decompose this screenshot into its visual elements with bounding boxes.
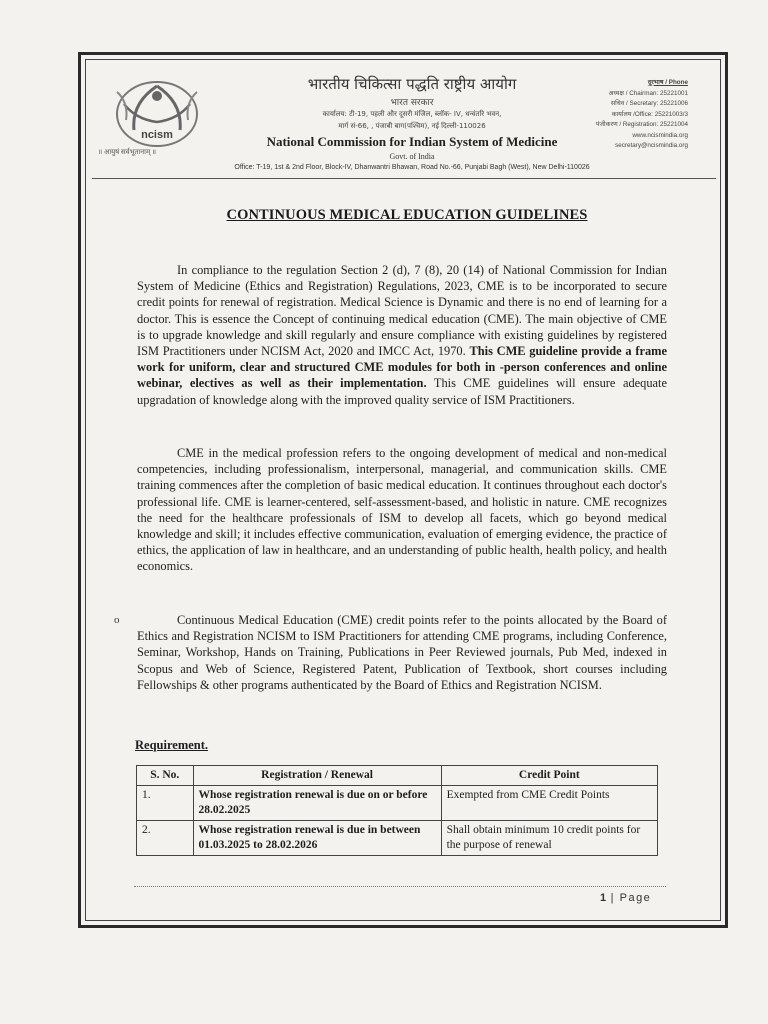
p1-text: In compliance to the regulation Section 2 (d), 7 (8), 20 (14) of National Commission for Indian System of Medicine (Ethics and Registration) Regulations, 2023, CME is to be incorporated to secure credit points for renewal of registration. Medical Science is Dynamic and there is no end of learning for a doctor. This is essence the Concept of continuing medical education (CME). The main objective of CME is to upgrade knowledge and skill regularly and ensure compliance with existing guidelines by registered ISM Practitioners under NCISM Act, 2020 and IMCC Act, 1970. [137, 263, 667, 359]
page-number-value: 1 [600, 892, 607, 904]
footer-divider [134, 886, 666, 887]
header-registration: Registration / Renewal [193, 766, 441, 786]
header-credit-point: Credit Point [441, 766, 657, 786]
cell-credit: Shall obtain minimum 10 credit points for the purpose of renewal [441, 821, 657, 856]
english-gov: Govt. of India [389, 152, 435, 161]
contact-website: www.ncismindia.org [632, 131, 688, 139]
p2-text: CME in the medical profession refers to the ongoing development of medical and non-medical competencies, including professionalism, interpersonal, managerial, and communication skills. CME training commences after the completion of basic medical education. It continues throughout each doctor's professional life. CME is learner-centered, self-assessment-based, and holistic in nature. CME recognizes the need for the healthcare professionals of ISM to develop all facets, which go beyond medical knowledge and skill; it includes effective communication, evaluation of emerging evidence, the practice of ethics, the application of law in healthcare, and an understanding of public health, health policy, and health economics. [137, 446, 667, 574]
english-title: National Commission for Indian System of Medicine [266, 134, 558, 149]
requirement-table [136, 765, 658, 856]
requirement-heading: Requirement. [135, 738, 209, 752]
cell-sno: 1. [137, 786, 194, 821]
document-title: CONTINUOUS MEDICAL EDUCATION GUIDELINES [226, 207, 588, 223]
bullet-icon: o [114, 614, 120, 626]
logo-motto: ॥ आयुषं सर्वभूतानाम् ॥ [98, 148, 157, 156]
contact-office: कार्यालय /Office: 25221003/3 [611, 110, 688, 118]
ncism-logo [102, 72, 212, 152]
phone-heading: दूरभाष / Phone [647, 79, 688, 86]
cell-sno: 2. [137, 821, 194, 856]
contact-secretary: सचिव / Secretary: 25221006 [610, 100, 688, 107]
p3-text: Continuous Medical Education (CME) credit points refer to the points allocated by the Board of Ethics and Registration NCISM to ISM Practitioners for attending CME programs, including Conference, Seminar, Workshop, Hands on Training, Publications in Peer Reviewed journals, Pub Med, indexed in Scopus and Web of Science, Registered Patent, Publication of Textbook, short courses including Fellowships & other programs authenticated by the Board of Ethics and Registration NCISM. [137, 613, 667, 692]
p1-tail-text: This CME guidelines will ensure adequate upgradation of knowledge along with the improved quality service of ISM Practitioners. [137, 376, 667, 407]
logo-text: ncism [141, 129, 173, 141]
hindi-title: भारतीय चिकित्सा पद्धति राष्ट्रीय आयोग [307, 75, 517, 93]
table-row [137, 786, 658, 821]
contact-registration: पंजीकरण / Registration: 25221004 [595, 121, 688, 128]
hindi-gov: भारत सरकार [390, 98, 434, 108]
cell-credit: Exempted from CME Credit Points [441, 786, 657, 821]
page-number: 1 | Page [600, 892, 652, 904]
cell-registration: Whose registration renewal is due in between 01.03.2025 to 28.02.2026 [193, 821, 441, 856]
hindi-address-1: कार्यालय: टी-19, पहली और दूसरी मंजिल, ब्लॉक- IV, धन्वंतरि भवन, [322, 110, 502, 118]
contact-chairman: अध्यक्ष / Chairman: 25221001 [608, 89, 688, 97]
header-sno: S. No. [137, 766, 194, 786]
paragraph-compliance [137, 262, 667, 408]
contact-block [570, 78, 688, 152]
page-label: Page [619, 892, 652, 904]
hindi-address-2: मार्ग सं-66, , पंजाबी बाग(पश्चिम), नई दिल्ली-110026 [338, 122, 486, 130]
paragraph-credit-points [137, 612, 667, 693]
letterhead [92, 64, 716, 180]
table-header-row [137, 766, 658, 786]
p1-bold-text: This CME guideline provide a frame work for uniform, clear and structured CME modules for both in -person conferences and online webinar, electives as well as their implementation. [137, 344, 667, 391]
header-divider [92, 178, 716, 179]
contact-email: secretary@ncismindia.org [615, 142, 688, 149]
table-row [137, 821, 658, 856]
office-address: Office: T-19, 1st & 2nd Floor, Block-IV, Dhanwantri Bhawan, Road No.-66, Punjabi Bagh (West), New Delhi-110026 [234, 164, 590, 171]
cell-registration: Whose registration renewal is due on or before 28.02.2025 [193, 786, 441, 821]
paragraph-cme-definition [137, 445, 667, 575]
